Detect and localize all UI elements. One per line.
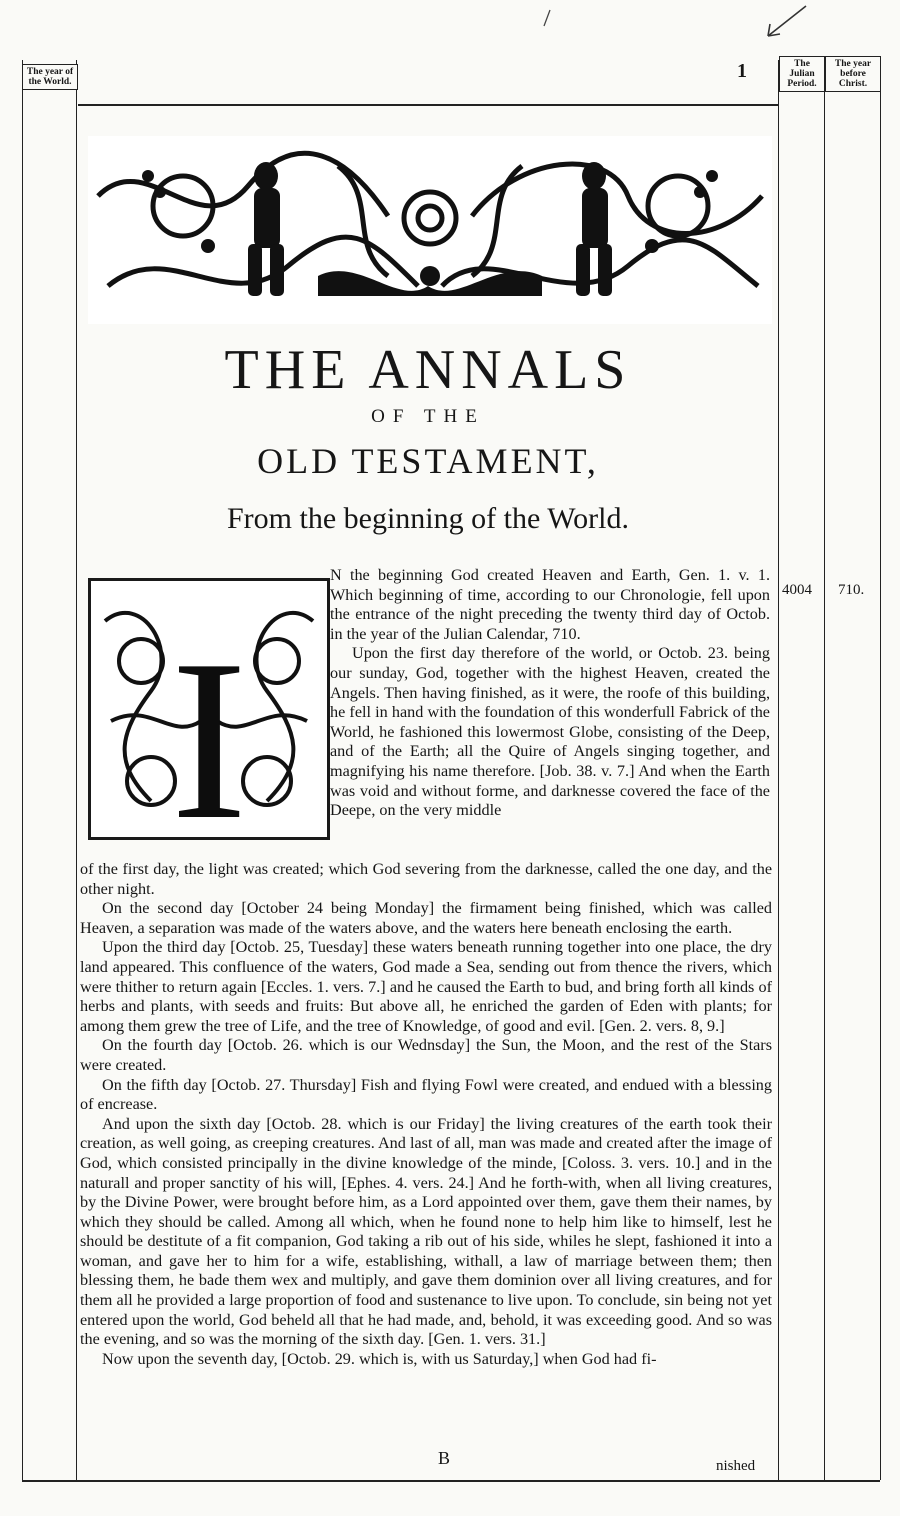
paragraph-9: Now upon the seventh day, [Octob. 29. which is, with us Saturday,] when God had fi- [102,1349,657,1368]
title-of-the: OF THE [371,406,485,427]
lead-text-block [330,566,770,821]
paragraph-4: On the second day [October 24 being Monday] the firmament being finished, which was called Heaven, a separation was made of the waters above, and the waters here beneath enclosing the earth. [80,899,772,937]
paragraph-5: Upon the third day [Octob. 25, Tuesday] these waters beneath running together into one place, the dry land appeared. This confluence of the waters, God made a Sea, sending out from thence the rivers, which were thither to return again [Eccles. 1. vers. 7.] and he caused the Earth to bud, and bring forth all kinds of herbs and plants, with seeds and fruits: But above all, he enriched the garden of Eden with plants; for among them grew the tree of Life, and the tree of Knowledge, of good and evil. [Gen. 2. vers. 8, 9.] [80,938,772,1035]
ornamental-headpiece [88,136,772,324]
julian-column-rule [778,60,779,1480]
footer-rule [22,1480,880,1482]
year-before-christ: 710. [838,582,865,598]
paragraph-8: And upon the sixth day [Octob. 28. which is our Friday] the living creatures of the earth took their creation, as well going, as creeping creatures. And last of all, man was made and created after the image of God, which consisted principally in the divine knowledge of the minde, [Coloss. 3. vers. 10.] and in the naturall and proper sanctity of his will, [Ephes. 4. vers. 24.] And he forth-with, when all living creatures, by the Divine Power, were brought before him, as a Lord appointed over them, gave them their names, by which they should be called. Among all which, when he found none to help him like to himself, lest he should be destitute of a fit companion, God taking a rib out of his side, whiles he slept, fashioned it into a woman, and gave her to him for a wife, establishing, withall, a law of marriage between them; then blessing them, he bade them wex and multiply, and gave them dominion over all living creatures, and for them all he provided a large proportion of food and sustenance to live upon. To conclude, sin being not yet entered upon the world, God beheld all that he had made, and, behold, it was exceeding good. And so was the evening, and so was the morning of the sixth day. [Gen. 1. vers. 31.] [80,1114,772,1349]
paragraph-6: On the fourth day [Octob. 26. which is our Wednsday] the Sun, the Moon, and the rest of the Stars were created. [80,1036,772,1074]
main-text-block [80,860,772,1369]
year-before-christ-header: The year before Christ. [825,56,881,92]
year-of-world-header: The year of the World. [22,64,78,90]
initial-letter: I [170,612,248,837]
title-old-testament: OLD TESTAMENT, [257,441,599,481]
paragraph-3: of the first day, the light was created; which God severing from the darknesse, called the one day, and the other night. [80,860,772,898]
julian-period-header: The Julian Period. [779,56,825,92]
paragraph-1: N the beginning God created Heaven and Earth, Gen. 1. v. 1. Which beginning of time, according to our Chronologie, fell upon the entrance of the night preceding the twenty third day of Octob. in the year of the Julian Calendar, 710. [330,566,770,643]
year-column-rule [76,60,77,1480]
paragraph-2: Upon the first day therefore of the world, or Octob. 23. being our sunday, God, together with the highest Heaven, created the Angels. Then having finished, as it were, the roofe of this building, he fell in hand with the foundation of this wonderfull Fabrick of the World, he fashioned this lowermost Globe, consisting of the Deep, and of the Earth; all the Quire of Angels singing together, and magnifying his name therefore. [Job. 38. v. 7.] And when the Earth was void and without forme, and darknesse covered the face of the Deepe, on the very middle [330,644,770,820]
signature-mark: B [438,1448,451,1468]
pen-arrow-mark [760,4,810,47]
header-rule [78,104,778,106]
frame-right-rule [880,60,881,1480]
page-number: 1 [737,60,747,82]
bc-column-rule [824,60,825,1480]
paragraph-7: On the fifth day [Octob. 27. Thursday] Fish and flying Fowl were created, and endued with a blessing of encrease. [80,1075,772,1114]
decorated-initial [88,578,330,840]
catchword: nished [716,1458,756,1474]
julian-period-year: 4004 [782,582,812,598]
page-title: THE ANNALS [224,339,632,401]
subtitle: From the beginning of the World. [227,502,629,535]
frame-left-rule [22,60,23,1480]
pen-tick-mark [540,8,554,33]
